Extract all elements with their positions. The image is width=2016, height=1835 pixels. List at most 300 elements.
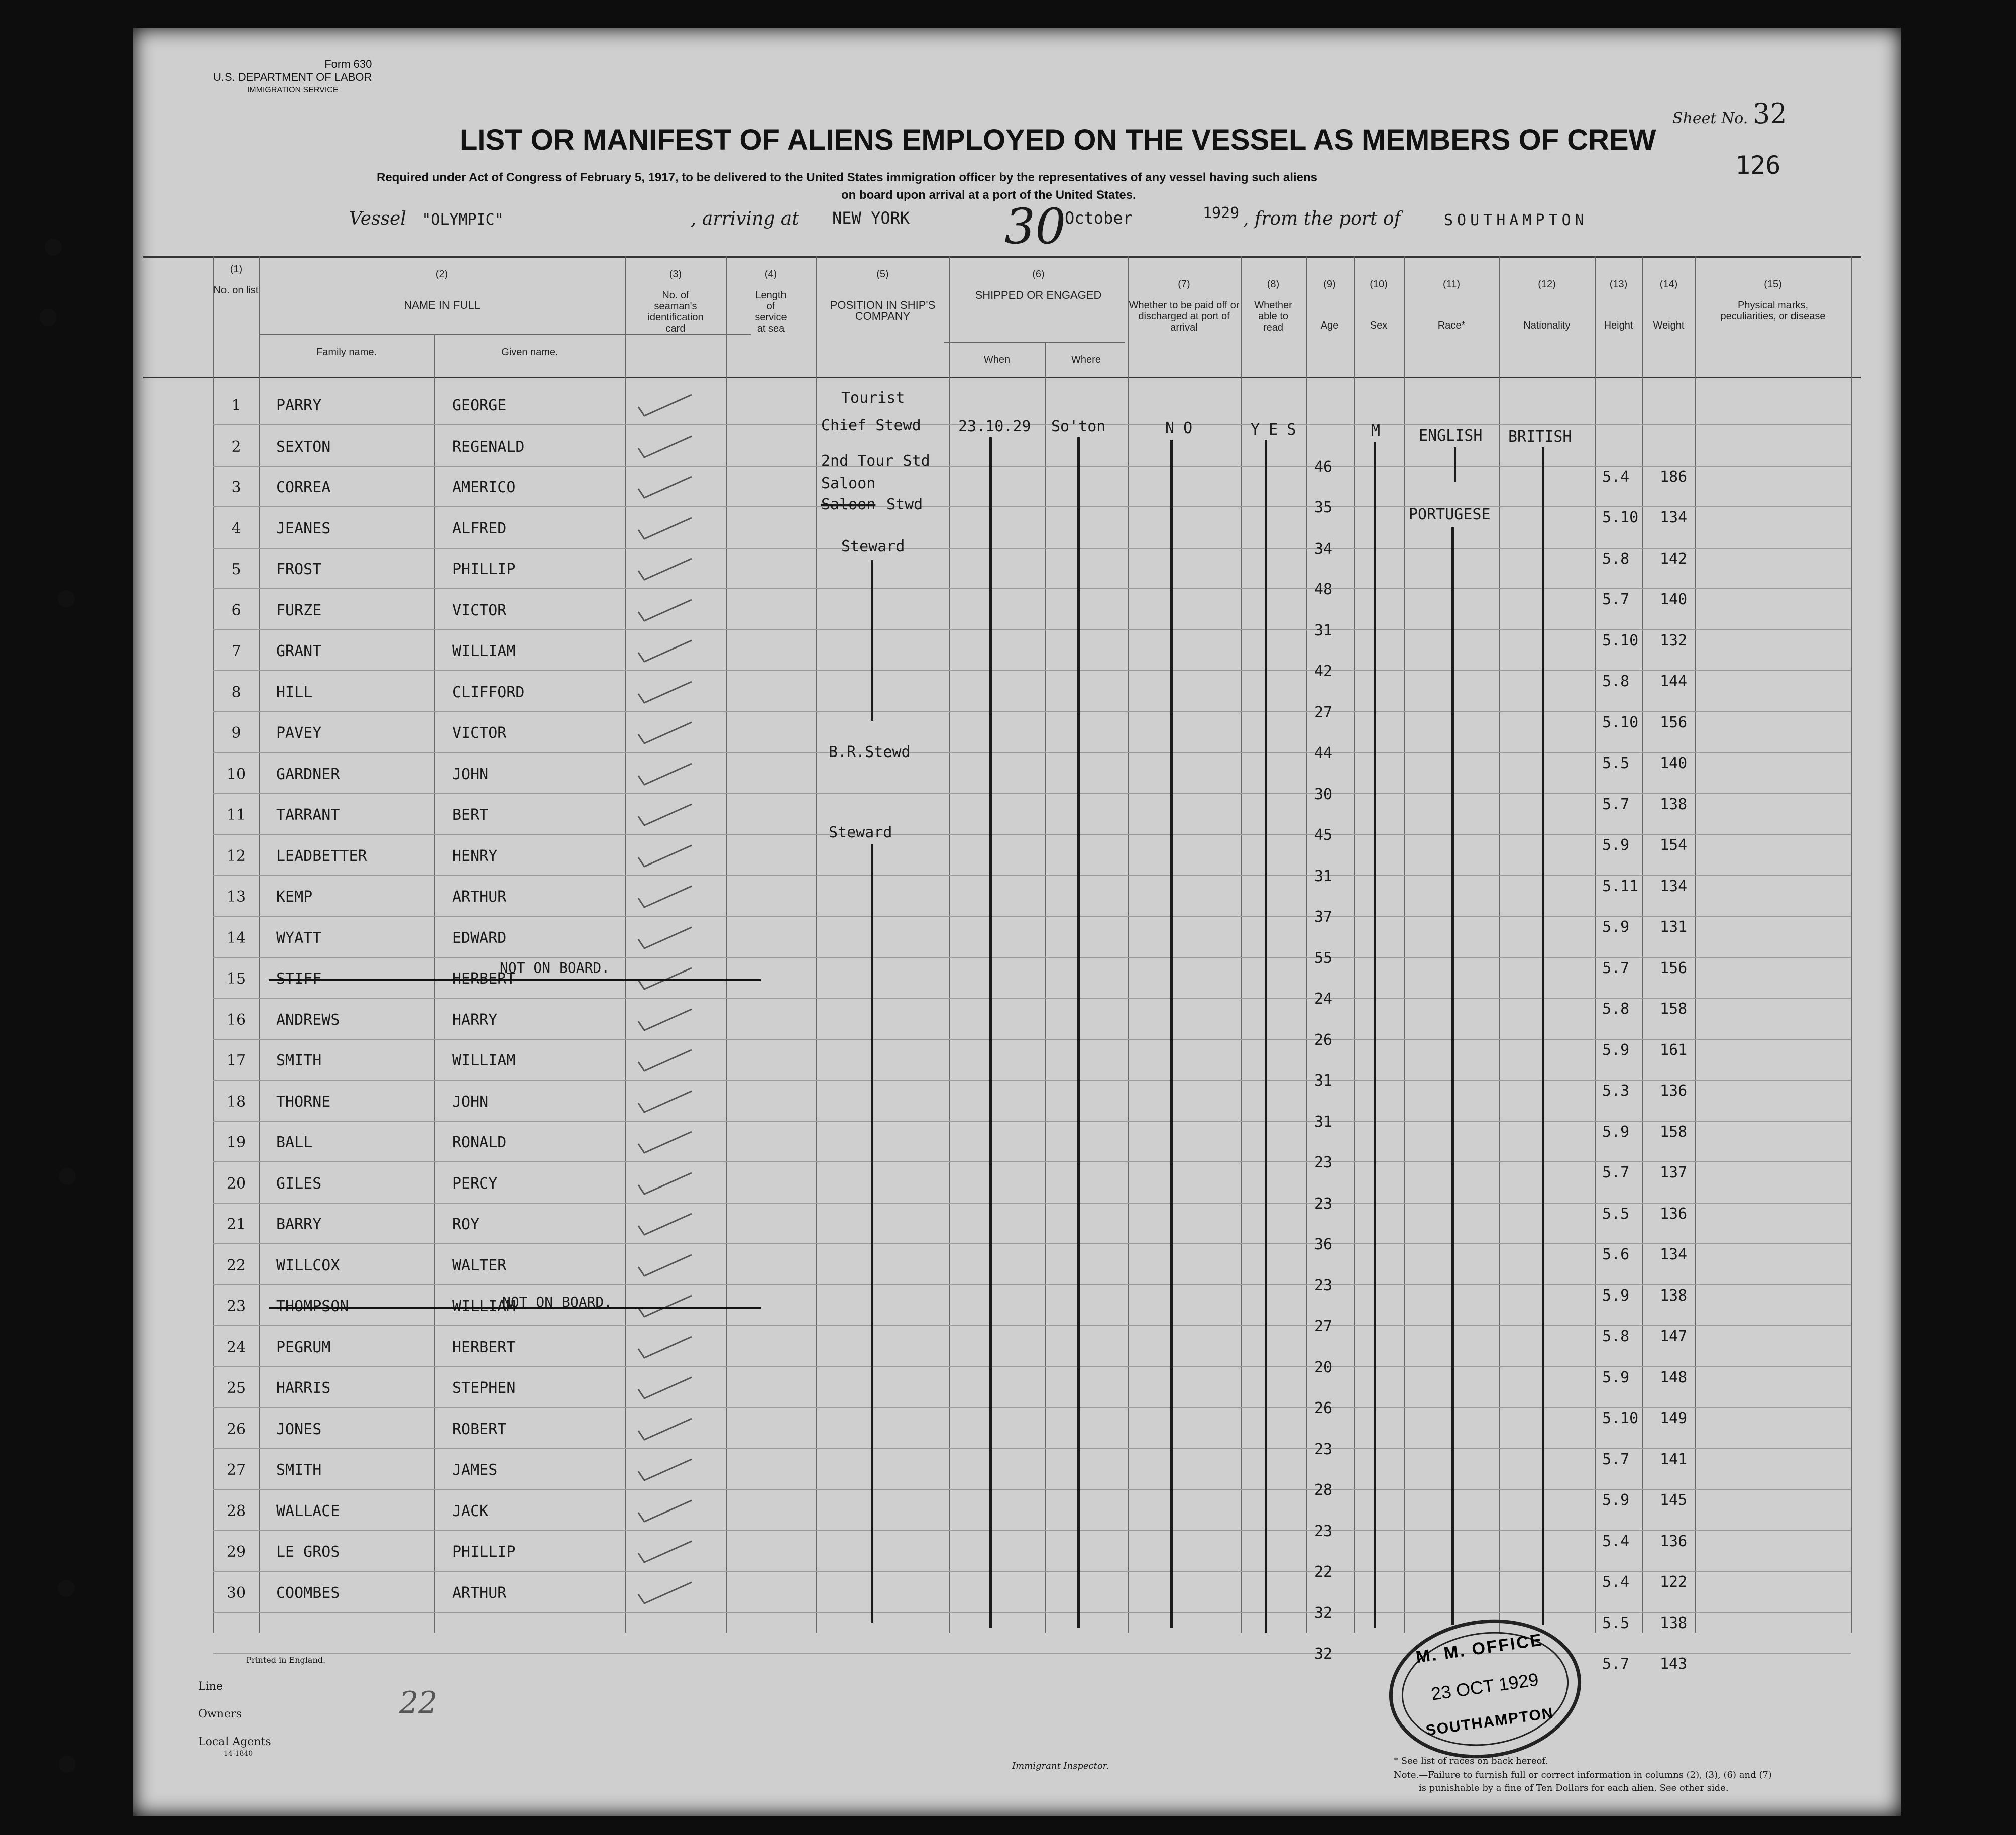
age: 35 [1314,499,1333,516]
footer-local-agents-label: Local Agents [198,1736,271,1748]
family-name: PEGRUM [276,1338,331,1356]
weight: 137 [1660,1164,1688,1181]
row-rule [213,711,1851,712]
height: 5.5 [1602,754,1630,772]
weight: 138 [1660,1614,1688,1632]
age: 46 [1314,458,1333,476]
family-name: SMITH [276,1461,322,1479]
family-name: PAVEY [276,724,322,742]
race-value-portuguese: PORTUGESE [1409,506,1491,523]
strike-through [269,979,761,981]
age: 44 [1314,744,1333,762]
row-number: 15 [226,970,246,988]
row-number: 10 [226,765,246,783]
height: 5.8 [1602,1000,1630,1018]
weight: 149 [1660,1410,1688,1427]
footer-form-code: 14-1840 [223,1750,253,1758]
col-2-label: NAME IN FULL [404,299,480,311]
height: 5.5 [1602,1614,1630,1632]
given-name: VICTOR [452,601,507,619]
given-name: BERT [452,806,489,824]
family-name: THORNE [276,1093,331,1111]
check-mark [635,1497,696,1528]
given-name: WALTER [452,1256,507,1274]
not-on-board-15: NOT ON BOARD. [500,959,610,976]
age: 31 [1314,867,1333,885]
check-mark [635,761,696,791]
height: 5.4 [1602,468,1630,486]
position-2nd-tour-std: 2nd Tour Std [821,452,930,470]
row-number: 8 [231,683,241,701]
row-rule [213,1407,1851,1408]
weight: 156 [1660,713,1688,731]
height: 5.9 [1602,1286,1630,1305]
check-mark [635,1538,696,1568]
col-6-where: Where [1071,354,1101,365]
check-mark [635,1374,696,1405]
age: 28 [1314,1481,1333,1499]
given-name: PERCY [452,1174,498,1193]
col-11-label: Race* [1437,320,1466,331]
check-mark [635,637,696,668]
row-number: 1 [231,397,241,414]
races-note: * See list of races on back hereof. [1394,1756,1548,1766]
age: 23 [1314,1154,1333,1171]
given-name: ARTHUR [452,888,507,906]
height: 5.9 [1602,1041,1630,1059]
not-on-board-23: NOT ON BOARD. [502,1293,613,1310]
given-name: HERBERT [452,1338,516,1356]
row-rule [213,1243,1851,1244]
height: 5.9 [1602,836,1630,854]
row-rule [213,506,1851,507]
col-12-label: Nationality [1523,320,1571,331]
check-mark [635,1088,696,1118]
col-5-num: (5) [876,269,889,280]
age: 48 [1314,581,1333,598]
family-name: PARRY [276,397,322,414]
family-name: HARRIS [276,1379,331,1397]
family-name: GILES [276,1174,322,1193]
weight: 144 [1660,673,1688,690]
family-name: WILLCOX [276,1256,340,1274]
row-rule [213,670,1851,671]
row-number: 30 [226,1584,246,1602]
age: 27 [1314,703,1333,721]
check-mark [635,1006,696,1036]
col-15-num: (15) [1764,279,1782,290]
row-number: 22 [226,1256,246,1274]
weight: 132 [1660,631,1688,650]
family-name: BALL [276,1134,313,1151]
col-1-num: (1) [230,264,243,275]
weight: 122 [1660,1573,1688,1591]
family-name: FURZE [276,601,322,619]
row-rule [213,424,1851,425]
weight: 147 [1660,1328,1688,1345]
weight: 156 [1660,959,1688,977]
check-mark [635,679,696,709]
row-rule [213,1203,1851,1204]
position-steward-2: Steward [829,824,892,841]
age: 55 [1314,949,1333,967]
height: 5.7 [1602,1164,1630,1181]
check-mark [635,1334,696,1364]
row-rule [213,1121,1851,1122]
position-stwd: Stwd [886,496,923,513]
height: 5.9 [1602,918,1630,936]
row-rule [213,752,1851,753]
given-name: JACK [452,1502,489,1520]
arrival-day: 30 [1004,198,1066,255]
given-name: CLIFFORD [452,683,525,701]
department: U.S. DEPARTMENT OF LABOR [213,71,372,83]
weight: 143 [1660,1655,1688,1673]
weight: 148 [1660,1368,1688,1386]
row-number: 4 [231,519,241,537]
row-number: 26 [226,1420,246,1438]
ditto-line [1451,527,1454,1625]
row-number: 11 [226,806,246,824]
position-chief-stewd: Chief Stewd [821,417,921,435]
row-number: 16 [226,1011,246,1029]
col-14-label: Weight [1653,320,1685,331]
given-name: WILLIAM [452,642,516,660]
ditto-line [871,844,873,1623]
row-rule [213,1448,1851,1449]
family-name: WALLACE [276,1502,340,1520]
check-mark [635,1129,696,1159]
height: 5.4 [1602,1532,1630,1550]
given-name: ARTHUR [452,1584,507,1602]
col-9-label: Age [1320,320,1339,331]
col-2-given: Given name. [501,347,558,358]
row-rule [213,1284,1851,1285]
row-rule [213,588,1851,589]
footer-owners-label: Owners [198,1708,242,1720]
age: 31 [1314,1113,1333,1131]
check-mark [635,515,696,545]
office-stamp [1380,1607,1590,1771]
age: 20 [1314,1358,1333,1376]
row-number: 3 [231,479,241,496]
sheet-label: Sheet No. [1672,110,1748,127]
arrival-month: October [1065,208,1133,228]
ditto-line [989,437,992,1628]
weight: 134 [1660,877,1688,895]
given-name: ROY [452,1216,480,1233]
service: IMMIGRATION SERVICE [247,86,339,94]
check-mark [635,801,696,831]
departure-port: SOUTHAMPTON [1444,211,1588,229]
footer-line-label: Line [198,1680,223,1693]
height: 5.7 [1602,795,1630,813]
weight: 145 [1660,1491,1688,1509]
family-name: JEANES [276,519,331,537]
given-name: VICTOR [452,724,507,742]
weight: 142 [1660,550,1688,568]
row-number: 20 [226,1174,246,1193]
family-name: BARRY [276,1216,322,1233]
row-number: 9 [231,724,241,742]
row-number: 14 [226,929,246,947]
row-number: 28 [226,1502,246,1520]
age: 23 [1314,1522,1333,1540]
stamp-top-text: M. M. OFFICE [1414,1630,1544,1667]
col-5-label: POSITION IN SHIP'S COMPANY [830,299,936,322]
row-rule [213,1571,1851,1572]
family-name: FROST [276,561,322,578]
row-rule [213,1325,1851,1326]
subtitle-line-1: Required under Act of Congress of February 5, 1917, to be delivered to the United States immigration officer by the representatives of any vessel having such aliens [377,171,1317,184]
weight: 134 [1660,509,1688,526]
age: 24 [1314,990,1333,1008]
penalty-note-2: is punishable by a fine of Ten Dollars for each alien. See other side. [1419,1783,1729,1793]
age: 27 [1314,1318,1333,1335]
height: 5.10 [1602,713,1639,731]
col-2-num: (2) [435,269,449,280]
given-name: ROBERT [452,1420,507,1438]
weight: 136 [1660,1082,1688,1100]
row-rule [213,1366,1851,1367]
weight: 141 [1660,1450,1688,1468]
punch-hole [45,239,62,256]
family-name: LEADBETTER [276,847,367,865]
age: 31 [1314,1072,1333,1090]
sheet-number: 32 [1752,98,1787,130]
age: 22 [1314,1563,1333,1581]
row-rule [213,1080,1851,1081]
col-13-num: (13) [1609,279,1628,290]
age: 37 [1314,908,1333,926]
family-name: SMITH [276,1052,322,1069]
height: 5.9 [1602,1368,1630,1386]
row-number: 18 [226,1093,246,1111]
nationality-value: BRITISH [1508,428,1572,446]
family-name: GRANT [276,642,322,660]
family-name: WYATT [276,929,322,947]
age: 23 [1314,1195,1333,1213]
row-number: 19 [226,1134,246,1151]
col-9-num: (9) [1323,279,1336,290]
check-mark [635,1170,696,1200]
col-3-num: (3) [669,269,682,280]
page-number: 126 [1735,151,1781,180]
check-mark [635,1416,696,1446]
row-number: 29 [226,1543,246,1561]
row-number: 21 [226,1216,246,1233]
check-mark [635,1579,696,1609]
check-mark [635,1252,696,1282]
ditto-line [1374,442,1376,1628]
height: 5.7 [1602,959,1630,977]
weight: 131 [1660,918,1688,936]
height: 5.8 [1602,550,1630,568]
age: 23 [1314,1276,1333,1294]
stamp-bottom-text: SOUTHAMPTON [1424,1704,1555,1740]
weight: 136 [1660,1532,1688,1550]
age: 23 [1314,1440,1333,1458]
family-name: SEXTON [276,438,331,456]
weight: 140 [1660,591,1688,608]
row-rule [213,1039,1851,1040]
position-tourist: Tourist [841,389,905,407]
given-name: HARRY [452,1011,498,1029]
immigrant-inspector-label: Immigrant Inspector. [1012,1761,1109,1771]
punch-hole [59,1168,76,1185]
row-rule [213,793,1851,794]
punch-hole [40,309,57,326]
row-rule [213,957,1851,958]
check-mark [635,392,696,422]
form-number: Form 630 [324,58,372,70]
family-name: JONES [276,1420,322,1438]
given-name: AMERICO [452,479,516,496]
given-name: PHILLIP [452,561,516,578]
row-rule [213,1612,1851,1613]
check-mark [635,842,696,873]
col-10-label: Sex [1370,320,1388,331]
row-rule [213,1653,1851,1654]
family-name: KEMP [276,888,313,906]
check-mark [635,719,696,749]
row-number: 6 [231,601,241,619]
arrival-port: NEW YORK [832,208,910,228]
height: 5.10 [1602,631,1639,650]
row-rule [213,998,1851,999]
weight: 186 [1660,468,1688,486]
height: 5.7 [1602,1655,1630,1673]
check-mark [635,1456,696,1486]
age: 26 [1314,1399,1333,1417]
punch-hole [58,590,75,607]
family-name: TARRANT [276,806,340,824]
height: 5.11 [1602,877,1639,895]
col-7-label: Whether to be paid off or discharged at port of arrival [1129,300,1240,333]
row-rule [213,466,1851,467]
weight: 134 [1660,1246,1688,1263]
given-name: REGENALD [452,438,525,456]
col-12-num: (12) [1538,279,1556,290]
height: 5.5 [1602,1205,1630,1223]
penalty-note-1: Note.—Failure to furnish full or correct information in columns (2), (3), (6) and (7) [1394,1770,1772,1780]
weight: 154 [1660,836,1688,854]
col-6-label: SHIPPED OR ENGAGED [975,289,1102,301]
row-number: 7 [231,642,241,660]
age: 31 [1314,621,1333,639]
arrival-year: 1929 [1203,204,1240,222]
row-rule [213,548,1851,549]
punch-hole [59,1756,76,1773]
col-7-num: (7) [1178,279,1190,290]
family-name: HILL [276,683,313,701]
row-number: 13 [226,888,246,906]
age: 42 [1314,663,1333,680]
position-saloon: Saloon [821,475,876,492]
family-name: GARDNER [276,765,340,783]
age: 45 [1314,826,1333,844]
row-rule [213,1530,1851,1531]
height: 5.10 [1602,509,1639,526]
row-number: 23 [226,1298,246,1315]
height: 5.6 [1602,1246,1630,1263]
height: 5.4 [1602,1573,1630,1591]
check-mark [635,474,696,504]
weight: 138 [1660,795,1688,813]
row-number: 12 [226,847,246,865]
given-name: HENRY [452,847,498,865]
given-name: ALFRED [452,519,507,537]
col-4-num: (4) [764,269,777,280]
height: 5.9 [1602,1491,1630,1509]
given-name: WILLIAM [452,1052,516,1069]
col-14-num: (14) [1659,279,1678,290]
weight: 161 [1660,1041,1688,1059]
height: 5.8 [1602,673,1630,690]
given-name: RONALD [452,1134,507,1151]
ditto-line [1077,437,1080,1628]
check-mark [635,1047,696,1077]
family-name: COOMBES [276,1584,340,1602]
manifest-page [133,28,1901,1816]
age: 36 [1314,1236,1333,1253]
check-mark [635,597,696,627]
given-name: GEORGE [452,397,507,414]
weight: 136 [1660,1205,1688,1223]
age: 26 [1314,1031,1333,1049]
age: 30 [1314,785,1333,803]
row-rule [213,629,1851,630]
position-br-stewd: B.R.Stewd [829,743,911,761]
row-number: 17 [226,1052,246,1069]
family-name: ANDREWS [276,1011,340,1029]
position-saloon-struck: Saloon [821,496,876,513]
from-label: , from the port of [1243,208,1401,229]
subtitle-line-2: on board upon arrival at a port of the United States. [841,188,1136,202]
col-4-label: Length of service at sea [755,290,787,334]
col-8-num: (8) [1267,279,1280,290]
row-number: 27 [226,1461,246,1479]
check-mark [635,1211,696,1241]
col-13-label: Height [1604,320,1633,331]
weight: 138 [1660,1286,1688,1305]
given-name: JOHN [452,1093,489,1111]
ditto-line [1454,447,1456,482]
row-rule [213,1161,1851,1162]
arriving-label: , arriving at [691,208,799,229]
check-mark [635,924,696,954]
check-mark [635,433,696,463]
paid-off-value: N O [1165,419,1193,437]
row-number: 2 [231,438,241,456]
height: 5.3 [1602,1082,1630,1100]
col-3-label: No. of seaman's identification card [647,290,704,334]
height: 5.7 [1602,1450,1630,1468]
age: 32 [1314,1604,1333,1622]
age: 34 [1314,539,1333,558]
stamp-date: 23 OCT 1929 [1429,1669,1540,1704]
weight: 140 [1660,754,1688,772]
shipped-date: 23.10.29 [958,418,1031,436]
weight: 158 [1660,1123,1688,1141]
shipped-port: So'ton [1051,418,1106,436]
weight: 158 [1660,1000,1688,1018]
punch-hole [58,1580,75,1597]
sex-value: M [1371,422,1381,440]
row-rule [213,834,1851,835]
given-name: EDWARD [452,929,507,947]
position-steward: Steward [841,537,905,555]
